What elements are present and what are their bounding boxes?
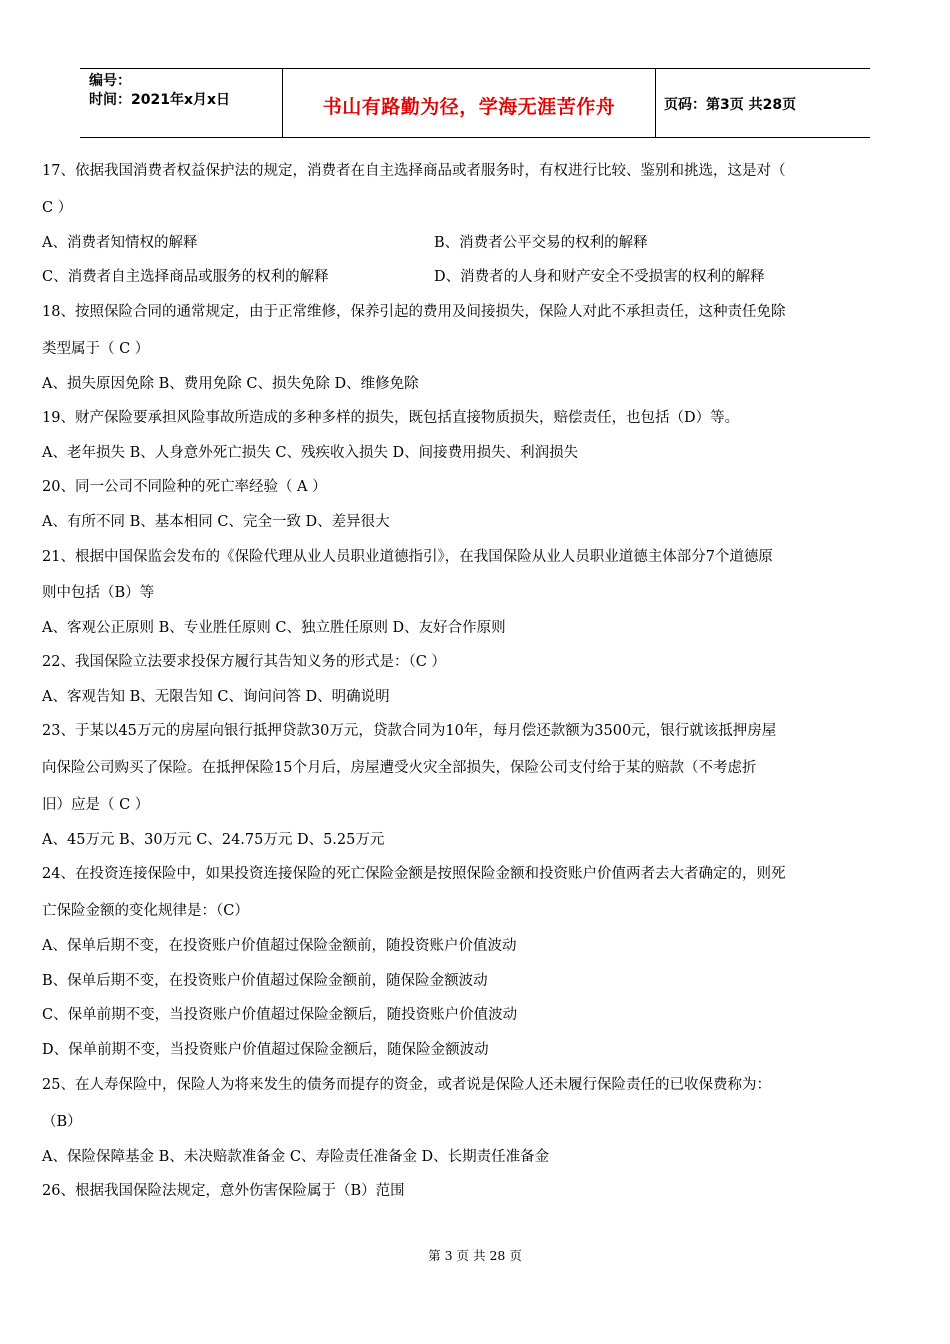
question-18: 18、按照保险合同的通常规定，由于正常维修，保养引起的费用及间接损失，保险人对此不承担责任，这种责任免除 [42, 304, 786, 320]
question-21-continued: 则中包括（B）等 [42, 585, 155, 601]
question-20-options: A、有所不同 B、基本相同 C、完全一致 D、差异很大 [42, 514, 390, 530]
question-26: 26、根据我国保险法规定，意外伤害保险属于（B）范围 [42, 1183, 405, 1199]
question-24-option-a: A、保单后期不变，在投资账户价值超过保险金额前，随投资账户价值波动 [42, 938, 517, 954]
question-18-options: A、损失原因免除 B、费用免除 C、损失免除 D、维修免除 [42, 376, 419, 392]
number-label: 编号： [89, 73, 131, 89]
question-24-continued: 亡保险金额的变化规律是：（C） [42, 903, 249, 919]
question-21-options: A、客观公正原则 B、专业胜任原则 C、独立胜任原则 D、友好合作原则 [42, 620, 506, 636]
question-24-option-b: B、保单后期不变，在投资账户价值超过保险金额前，随保险金额波动 [42, 973, 488, 989]
question-19-options: A、老年损失 B、人身意外死亡损失 C、残疾收入损失 D、间接费用损失、利润损失 [42, 445, 579, 461]
question-22-options: A、客观告知 B、无限告知 C、询问问答 D、明确说明 [42, 689, 390, 705]
option-b: B、消费者公平交易的权利的解释 [434, 235, 648, 251]
date-line: 时间：2021年x月x日 [89, 92, 231, 108]
question-23-continued-2: 旧）应是（ C ） [42, 797, 150, 813]
page-header [80, 68, 870, 138]
question-17-options-row1 [42, 233, 904, 253]
question-17: 17、依据我国消费者权益保护法的规定，消费者在自主选择商品或者服务时，有权进行比较、鉴别和挑选，这是对（ [42, 163, 786, 179]
question-19: 19、财产保险要承担风险事故所造成的多种多样的损失，既包括直接物质损失，赔偿责任，也包括（D）等。 [42, 410, 740, 426]
question-25: 25、在人寿保险中，保险人为将来发生的债务而提存的资金，或者说是保险人还未履行保险责任的已收保费称为： [42, 1077, 771, 1093]
header-meta-cell [80, 69, 283, 137]
motto: 书山有路勤为径，学海无涯苦作舟 [322, 96, 616, 118]
header-motto-cell [283, 69, 656, 137]
question-24-option-d: D、保单前期不变，当投资账户价值超过保险金额后，随保险金额波动 [42, 1042, 489, 1058]
question-21: 21、根据中国保监会发布的《保险代理从业人员职业道德指引》，在我国保险从业人员职业道德主体部分7个道德原 [42, 549, 773, 565]
question-24-option-c: C、保单前期不变，当投资账户价值超过保险金额后，随投资账户价值波动 [42, 1007, 518, 1023]
option-c: C、消费者自主选择商品或服务的权利的解释 [42, 269, 329, 285]
header-page-cell [656, 69, 870, 137]
option-a: A、消费者知情权的解释 [42, 235, 198, 251]
page-footer: 第 3 页 共 28 页 [428, 1248, 522, 1263]
page-info: 页码：第3页 共28页 [664, 97, 797, 113]
question-22: 22、我国保险立法要求投保方履行其告知义务的形式是：（C ） [42, 654, 446, 670]
option-d: D、消费者的人身和财产安全不受损害的权利的解释 [434, 269, 765, 285]
question-23-continued-1: 向保险公司购买了保险。在抵押保险15个月后，房屋遭受火灾全部损失，保险公司支付给于某的赔款（不考虑折 [42, 760, 757, 776]
question-23: 23、于某以45万元的房屋向银行抵押贷款30万元，贷款合同为10年，每月偿还款额为3500元，银行就该抵押房屋 [42, 723, 777, 739]
question-20: 20、同一公司不同险种的死亡率经验（ A ） [42, 479, 327, 495]
question-17-answer: C ） [42, 200, 73, 216]
question-17-options-row2 [42, 267, 904, 287]
question-25-options: A、保险保障基金 B、未决赔款准备金 C、寿险责任准备金 D、长期责任准备金 [42, 1149, 550, 1165]
question-18-continued: 类型属于（ C ） [42, 341, 150, 357]
question-25-continued: （B） [42, 1114, 82, 1130]
question-23-options: A、45万元 B、30万元 C、24.75万元 D、5.25万元 [42, 832, 385, 848]
question-24: 24、在投资连接保险中，如果投资连接保险的死亡保险金额是按照保险金额和投资账户价值两者去大者确定的，则死 [42, 866, 786, 882]
